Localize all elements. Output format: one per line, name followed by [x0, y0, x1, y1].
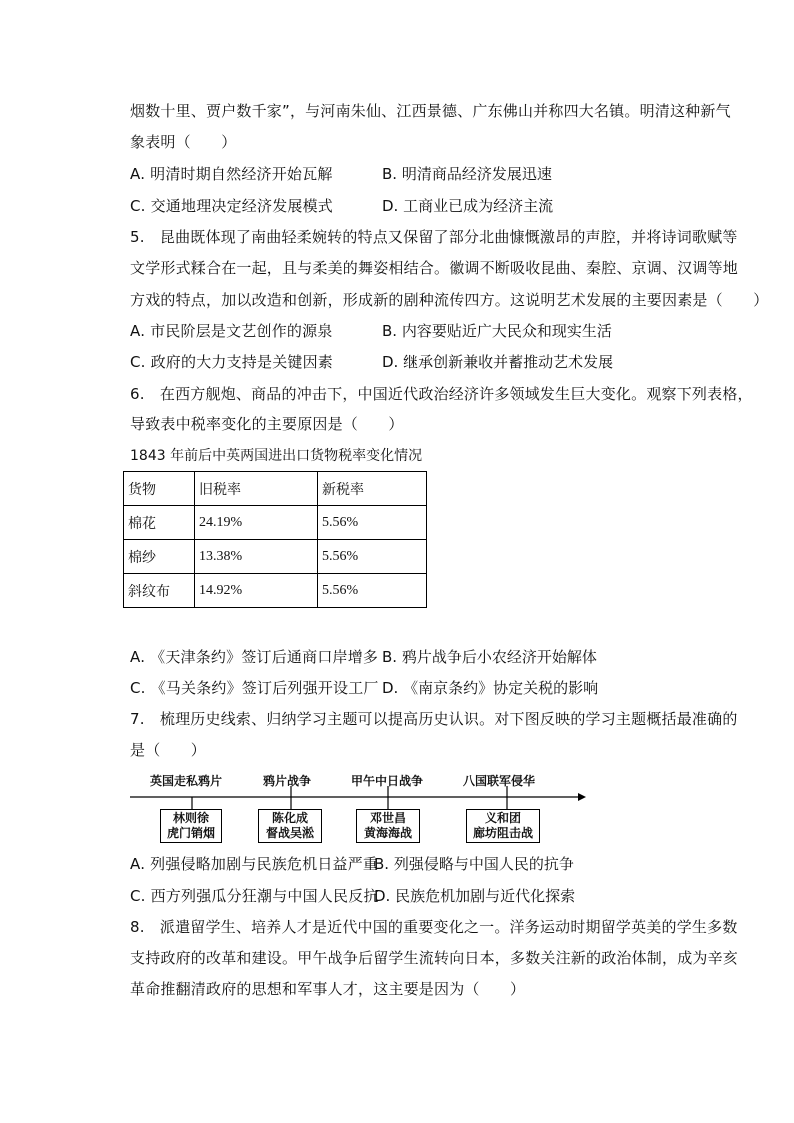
table-header-cell: 旧税率	[195, 472, 318, 506]
q4-stem-line1: 烟数十里、贾户数千家”，与河南朱仙、江西景德、广东佛山并称四大名镇。明清这种新气	[130, 102, 731, 120]
q5-option-c: C. 政府的大力支持是关键因素	[130, 353, 334, 371]
table-row	[124, 574, 427, 608]
q7-stem-line2: 是（ ）	[130, 741, 207, 759]
q7-option-a: A. 列强侵略加剧与民族危机日益严重	[130, 855, 379, 873]
timeline-event-box	[356, 809, 420, 843]
timeline-event-box	[258, 809, 322, 843]
table-cell: 5.56%	[318, 574, 427, 608]
q4-stem-line2: 象表明（ ）	[130, 133, 237, 151]
timeline-box-line: 陈化成	[271, 811, 308, 825]
q4-option-d: D. 工商业已成为经济主流	[382, 197, 554, 215]
q6-option-d: D. 《南京条约》协定关税的影响	[382, 679, 599, 697]
q5-stem-line2: 文学形式糅合在一起，且与柔美的舞姿相结合。徽调不断吸收昆曲、秦腔、京调、汉调等地	[130, 259, 739, 277]
q6-option-a: A. 《天津条约》签订后通商口岸增多	[130, 648, 379, 666]
q6-stem-line2: 导致表中税率变化的主要原因是（ ）	[130, 415, 404, 433]
q5-option-a: A. 市民阶层是文艺创作的源泉	[130, 322, 333, 340]
timeline-event-box	[466, 809, 540, 843]
table-cell: 5.56%	[318, 506, 427, 540]
table-cell: 棉花	[124, 506, 195, 540]
q5-option-d: D. 继承创新兼收并蓄推动艺术发展	[382, 353, 614, 371]
timeline-event-box	[160, 809, 222, 843]
table-row	[124, 540, 427, 574]
q5-stem-line3: 方戏的特点，加以改造和创新，形成新的剧种流传四方。这说明艺术发展的主要因素是（ ）	[130, 291, 769, 309]
table-cell: 24.19%	[195, 506, 318, 540]
q8-stem-line1: 8. 派遣留学生、培养人才是近代中国的重要变化之一。洋务运动时期留学英美的学生多数	[130, 918, 738, 936]
timeline-box-line: 林则徐	[172, 811, 209, 825]
timeline-box-line: 督战吴淞	[265, 826, 314, 840]
table-row	[124, 506, 427, 540]
q7-stem-line1: 7. 梳理历史线索、归纳学习主题可以提高历史认识。对下图反映的学习主题概括最准确的	[130, 710, 738, 728]
q5-option-b: B. 内容要贴近广大民众和现实生活	[382, 322, 612, 340]
timeline-box-line: 虎门销烟	[166, 826, 215, 840]
q4-option-b: B. 明清商品经济发展迅速	[382, 165, 552, 183]
table-cell: 5.56%	[318, 540, 427, 574]
timeline-event-top: 鸦片战争	[263, 774, 312, 788]
timeline-box-line: 义和团	[484, 811, 521, 825]
timeline-event-top: 英国走私鸦片	[150, 774, 223, 788]
timeline-event-top: 甲午中日战争	[351, 774, 424, 788]
table-cell: 棉纱	[124, 540, 195, 574]
table-cell: 13.38%	[195, 540, 318, 574]
q7-option-c: C. 西方列强瓜分狂潮与中国人民反抗	[130, 887, 379, 905]
q8-stem-line2: 支持政府的改革和建设。甲午战争后留学生流转向日本，多数关注新的政治体制，成为辛亥	[130, 949, 739, 967]
table-caption: 1843 年前后中英两国进出口货物税率变化情况	[130, 448, 423, 464]
table-header-cell: 货物	[124, 472, 195, 506]
q4-option-c: C. 交通地理决定经济发展模式	[130, 197, 334, 215]
table-cell: 14.92%	[195, 574, 318, 608]
tax-rate-table	[123, 471, 427, 608]
q7-option-b: B. 列强侵略与中国人民的抗争	[374, 855, 574, 873]
q6-option-b: B. 鸦片战争后小农经济开始解体	[382, 648, 597, 666]
q6-option-c: C. 《马关条约》签订后列强开设工厂	[130, 679, 379, 697]
timeline-box-line: 黄海海战	[363, 826, 412, 840]
table-header-row	[124, 472, 427, 506]
history-timeline	[128, 768, 588, 844]
arrow-head-icon	[578, 793, 586, 801]
q4-option-a: A. 明清时期自然经济开始瓦解	[130, 165, 333, 183]
timeline-box-line: 廊坊阻击战	[472, 826, 533, 840]
q5-stem-line1: 5. 昆曲既体现了南曲轻柔婉转的特点又保留了部分北曲慷慨激昂的声腔，并将诗词歌赋等	[130, 228, 738, 246]
timeline-box-line: 邓世昌	[369, 811, 406, 825]
timeline-event-top: 八国联军侵华	[463, 774, 536, 788]
q8-stem-line3: 革命推翻清政府的思想和军事人才，这主要是因为（ ）	[130, 980, 526, 998]
q6-stem-line1: 6. 在西方舰炮、商品的冲击下，中国近代政治经济许多领域发生巨大变化。观察下列表格，	[130, 385, 753, 403]
table-header-cell: 新税率	[318, 472, 427, 506]
table-cell: 斜纹布	[124, 574, 195, 608]
q7-option-d: D. 民族危机加剧与近代化探索	[374, 887, 576, 905]
